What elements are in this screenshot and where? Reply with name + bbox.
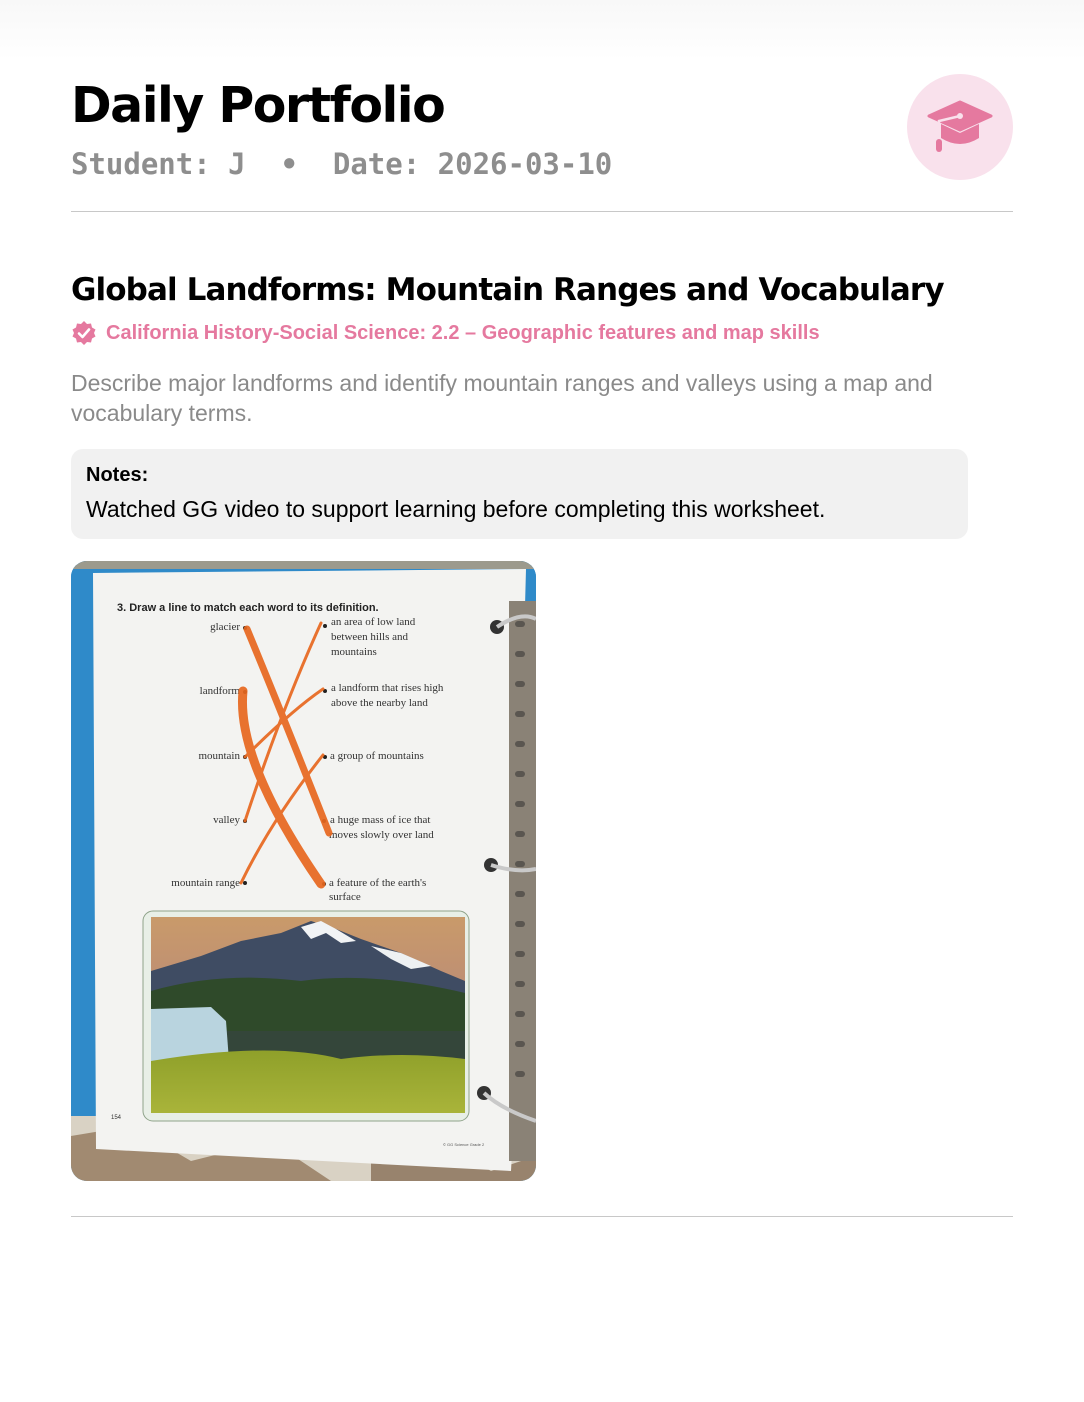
worksheet-photo[interactable] xyxy=(71,561,536,1181)
svg-text:glacier: glacier xyxy=(210,621,240,633)
graduation-cap-icon xyxy=(927,96,993,158)
svg-text:a huge mass of ice that: a huge mass of ice that xyxy=(330,814,431,826)
notes-box xyxy=(71,449,968,539)
footer-divider xyxy=(71,1216,1013,1217)
svg-text:a group of mountains: a group of mountains xyxy=(330,750,424,762)
svg-text:mountain: mountain xyxy=(198,750,240,762)
top-fade xyxy=(0,0,1084,60)
svg-text:a feature of the earth's: a feature of the earth's xyxy=(329,877,427,889)
lesson-description: Describe major landforms and identify mountain ranges and valleys using a map and vocabulary terms. xyxy=(71,370,933,426)
svg-text:3. Draw a line to match each w: 3. Draw a line to match each word to its definition. xyxy=(117,602,379,614)
avatar xyxy=(907,74,1013,180)
student-date-line: Student: J • Date: 2026-03-10 xyxy=(71,147,613,181)
svg-text:mountain range: mountain range xyxy=(171,877,240,889)
notes-text: Watched GG video to support learning before completing this worksheet. xyxy=(86,496,826,522)
verified-badge-icon xyxy=(71,320,97,346)
header xyxy=(71,74,1013,212)
svg-text:© GG Science Grade 2: © GG Science Grade 2 xyxy=(443,1142,485,1147)
worksheet-photo-image xyxy=(71,561,536,1181)
svg-text:moves slowly over land: moves slowly over land xyxy=(329,829,434,841)
svg-text:landform: landform xyxy=(199,685,240,697)
page-title: Daily Portfolio xyxy=(71,77,445,134)
svg-text:mountains: mountains xyxy=(331,646,377,658)
svg-text:a landform that rises high: a landform that rises high xyxy=(331,682,444,694)
svg-text:an area of low land: an area of low land xyxy=(331,616,416,628)
svg-text:valley: valley xyxy=(213,814,240,826)
header-divider xyxy=(71,211,1013,212)
notes-label: Notes: xyxy=(86,464,149,486)
standard-tag xyxy=(71,320,820,346)
svg-text:154: 154 xyxy=(111,1115,122,1121)
svg-text:above the nearby land: above the nearby land xyxy=(331,697,428,709)
svg-text:between hills and: between hills and xyxy=(331,631,408,643)
svg-text:surface: surface xyxy=(329,891,361,903)
standard-text: California History-Social Science: 2.2 – Geographic features and map skills xyxy=(106,321,820,344)
lesson-title: Global Landforms: Mountain Ranges and Vocabulary xyxy=(71,272,944,308)
